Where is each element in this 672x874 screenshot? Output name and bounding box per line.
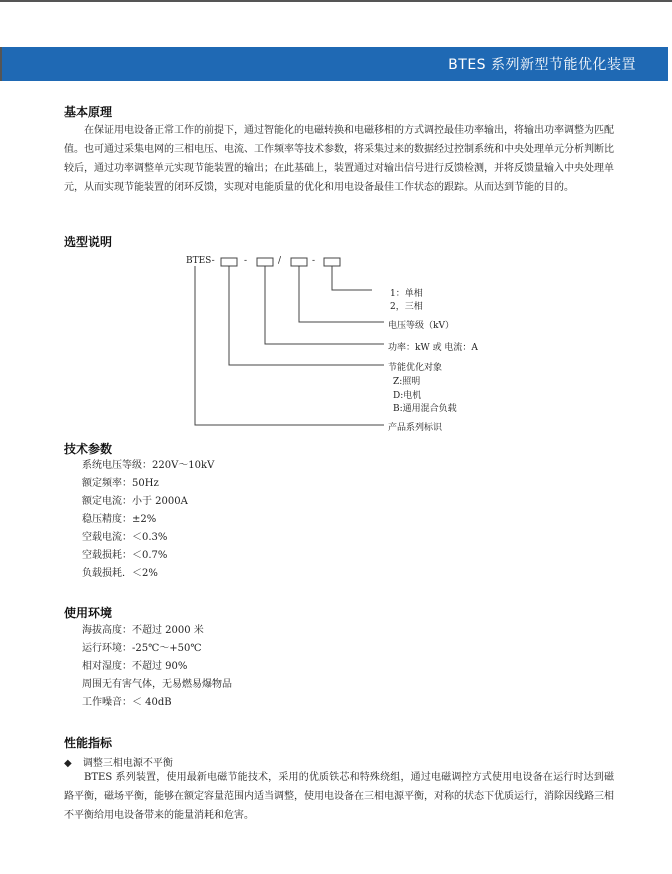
code-box-phase (324, 258, 340, 266)
performance-paragraph: BTES 系列装置，使用最新电磁节能技术，采用的优质铁芯和特殊绕组，通过电磁调控方式使用电设备在运行时达到磁路平衡，磁场平衡，能够在额定容量范围内适当调整，使用电设备在三相电源平衡，对称的状态下优质运行，消除因线路三相不平衡给用电设备带来的能量消耗和危害。 (64, 772, 614, 821)
list-item: 额定电流：小于 2000A (82, 496, 188, 507)
label-target-d: D:电机 (393, 391, 422, 401)
list-item: 工作噪音：＜ 40dB (82, 697, 172, 708)
section-heading-selection: 选型说明 (64, 235, 113, 249)
leader-target (229, 266, 384, 365)
section-heading-tech: 技术参数 (64, 442, 113, 456)
leader-phase (332, 266, 372, 290)
list-item: 负载损耗．＜2% (82, 568, 158, 579)
tech-param-list (82, 457, 214, 583)
section-heading-performance: 性能指标 (64, 736, 113, 750)
model-code-sep: - (244, 256, 248, 266)
environment-list (82, 622, 232, 712)
list-item: 相对湿度：不超过 90% (82, 661, 188, 672)
performance-bullet (64, 754, 173, 769)
principle-paragraph: 在保证用电设备正常工作的前提下，通过智能化的电磁转换和电磁移相的方式调控最佳功率输出，将输出功率调整为匹配值。也可通过采集电网的三相电压、电流、工作频率等技术参数，将采集过来的数据经过控制系统和中央处理单元分析判断比较后，通过功率调整单元实现节能装置的输出；在此基础上，装置通过对输出信号进行反馈检测，并将反馈量输入中央处理单元，从而实现节能装置的闭环反馈，实现对电能质量的优化和用电设备最佳工作状态的跟踪。从而达到节能的目的。 (64, 125, 614, 193)
list-item: 周围无有害气体，无易燃易爆物品 (82, 679, 232, 690)
label-voltage: 电压等级（kV） (388, 321, 454, 331)
code-box-voltage (291, 258, 307, 266)
list-item: 空载损耗：＜0.7% (82, 550, 168, 561)
page-title: BTES 系列新型节能优化装置 (448, 57, 636, 73)
leader-voltage (299, 266, 384, 322)
list-item: 运行环境：-25℃～+50℃ (82, 643, 202, 654)
model-code-sep: - (312, 256, 316, 266)
model-code-slash: / (278, 256, 282, 266)
label-series: 产品系列标识 (388, 423, 443, 433)
code-box-target (221, 258, 237, 266)
leader-power (265, 266, 384, 344)
list-item: 海拔高度：不超过 2000 米 (82, 625, 204, 636)
list-item: 稳压精度：±2% (82, 514, 157, 525)
list-item: 空载电流：＜0.3% (82, 532, 168, 543)
bullet-title: 调整三相电源不平衡 (82, 758, 173, 769)
label-target: 节能优化对象 (388, 363, 443, 373)
label-phase-three: 2，三相 (390, 302, 423, 312)
label-target-b: B:通用混合负载 (393, 404, 457, 414)
list-item: 额定频率：50Hz (82, 478, 159, 489)
label-phase-single: 1：单相 (390, 289, 423, 299)
code-box-power (257, 258, 273, 266)
label-power: 功率：kW 或 电流：A (388, 343, 478, 353)
diamond-bullet-icon: ◆ (64, 758, 72, 769)
model-code-prefix: BTES- (186, 256, 215, 266)
list-item: 系统电压等级：220V～10kV (82, 460, 215, 471)
section-heading-environment: 使用环境 (64, 606, 113, 620)
label-target-z: Z:照明 (393, 377, 421, 387)
section-heading-principle: 基本原理 (64, 105, 113, 119)
